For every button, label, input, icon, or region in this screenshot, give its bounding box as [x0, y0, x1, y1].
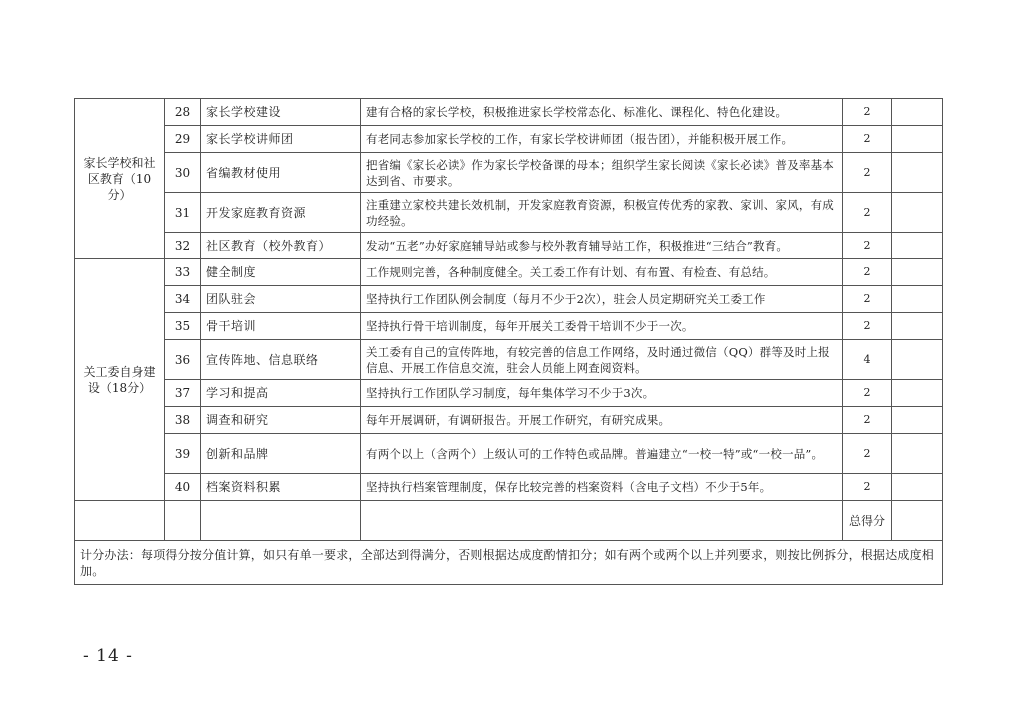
- item-name: 社区教育（校外教育）: [201, 233, 361, 259]
- item-score: 2: [843, 233, 892, 259]
- empty-cell: [201, 501, 361, 541]
- item-name: 档案资料积累: [201, 474, 361, 501]
- row-number: 33: [165, 259, 201, 286]
- item-score: 2: [843, 99, 892, 126]
- actual-score-cell: [892, 259, 943, 286]
- actual-score-cell: [892, 286, 943, 313]
- scoring-table: [74, 98, 943, 585]
- category-cell-family: 家长学校和社区教育（10分）: [75, 99, 165, 259]
- row-number: 35: [165, 313, 201, 340]
- item-score: 2: [843, 474, 892, 501]
- item-score: 2: [843, 407, 892, 434]
- item-score: 2: [843, 259, 892, 286]
- item-requirement: 建有合格的家长学校，积极推进家长学校常态化、标准化、课程化、特色化建设。: [361, 99, 843, 126]
- row-number: 34: [165, 286, 201, 313]
- row-number: 31: [165, 193, 201, 233]
- item-requirement: 工作规则完善，各种制度健全。关工委工作有计划、有布置、有检查、有总结。: [361, 259, 843, 286]
- table-row: [75, 126, 943, 153]
- row-number: 29: [165, 126, 201, 153]
- row-number: 36: [165, 340, 201, 380]
- item-score: 4: [843, 340, 892, 380]
- note-row: [75, 541, 943, 585]
- item-name: 家长学校建设: [201, 99, 361, 126]
- item-name: 骨干培训: [201, 313, 361, 340]
- row-number: 28: [165, 99, 201, 126]
- item-requirement: 坚持执行工作团队学习制度，每年集体学习不少于3次。: [361, 380, 843, 407]
- actual-score-cell: [892, 193, 943, 233]
- scoring-method-note: 计分办法：每项得分按分值计算，如只有单一要求，全部达到得满分，否则根据达成度酌情扣分；如有两个或两个以上并列要求，则按比例拆分，根据达成度相加。: [75, 541, 943, 585]
- row-number: 40: [165, 474, 201, 501]
- actual-score-cell: [892, 434, 943, 474]
- actual-score-cell: [892, 99, 943, 126]
- page-number: - 14 -: [83, 646, 133, 666]
- table-row: [75, 193, 943, 233]
- empty-cell: [75, 501, 165, 541]
- row-number: 37: [165, 380, 201, 407]
- item-name: 宣传阵地、信息联络: [201, 340, 361, 380]
- actual-score-cell: [892, 313, 943, 340]
- table-row: [75, 153, 943, 193]
- table-row: [75, 474, 943, 501]
- table-row: [75, 233, 943, 259]
- actual-score-cell: [892, 126, 943, 153]
- actual-score-cell: [892, 153, 943, 193]
- item-requirement: 坚持执行骨干培训制度，每年开展关工委骨干培训不少于一次。: [361, 313, 843, 340]
- table-row: [75, 407, 943, 434]
- table-row: [75, 380, 943, 407]
- item-score: 2: [843, 380, 892, 407]
- row-number: 39: [165, 434, 201, 474]
- item-score: 2: [843, 193, 892, 233]
- item-requirement: 每年开展调研，有调研报告。开展工作研究，有研究成果。: [361, 407, 843, 434]
- item-name: 健全制度: [201, 259, 361, 286]
- table-row: [75, 99, 943, 126]
- table-row: [75, 313, 943, 340]
- item-requirement: 注重建立家校共建长效机制，开发家庭教育资源，积极宣传优秀的家教、家训、家风，有成功经验。: [361, 193, 843, 233]
- row-number: 38: [165, 407, 201, 434]
- scoring-sheet: [74, 98, 942, 585]
- item-name: 家长学校讲师团: [201, 126, 361, 153]
- item-name: 团队驻会: [201, 286, 361, 313]
- total-score-label: 总得分: [843, 501, 892, 541]
- table-row: [75, 286, 943, 313]
- item-requirement: 有老同志参加家长学校的工作，有家长学校讲师团（报告团），并能积极开展工作。: [361, 126, 843, 153]
- item-score: 2: [843, 286, 892, 313]
- table-row: [75, 434, 943, 474]
- item-score: 2: [843, 126, 892, 153]
- empty-cell: [165, 501, 201, 541]
- row-number: 32: [165, 233, 201, 259]
- actual-score-cell: [892, 340, 943, 380]
- empty-cell: [361, 501, 843, 541]
- item-requirement: 发动“五老”办好家庭辅导站或参与校外教育辅导站工作，积极推进“三结合”教育。: [361, 233, 843, 259]
- actual-score-cell: [892, 474, 943, 501]
- row-number: 30: [165, 153, 201, 193]
- item-score: 2: [843, 153, 892, 193]
- item-name: 省编教材使用: [201, 153, 361, 193]
- total-score-cell: [892, 501, 943, 541]
- actual-score-cell: [892, 407, 943, 434]
- item-name: 开发家庭教育资源: [201, 193, 361, 233]
- table-row: [75, 259, 943, 286]
- table-row: [75, 340, 943, 380]
- item-name: 创新和品牌: [201, 434, 361, 474]
- total-row: [75, 501, 943, 541]
- item-score: 2: [843, 313, 892, 340]
- item-name: 调查和研究: [201, 407, 361, 434]
- actual-score-cell: [892, 233, 943, 259]
- actual-score-cell: [892, 380, 943, 407]
- item-name: 学习和提高: [201, 380, 361, 407]
- item-score: 2: [843, 434, 892, 474]
- item-requirement: 坚持执行档案管理制度，保存比较完善的档案资料（含电子文档）不少于5年。: [361, 474, 843, 501]
- item-requirement: 关工委有自己的宣传阵地，有较完善的信息工作网络，及时通过微信（QQ）群等及时上报信息、开展工作信息交流，驻会人员能上网查阅资料。: [361, 340, 843, 380]
- category-cell-self: 关工委自身建设（18分）: [75, 259, 165, 501]
- item-requirement: 把省编《家长必读》作为家长学校备课的母本；组织学生家长阅读《家长必读》普及率基本达到省、市要求。: [361, 153, 843, 193]
- item-requirement: 坚持执行工作团队例会制度（每月不少于2次），驻会人员定期研究关工委工作: [361, 286, 843, 313]
- item-requirement: 有两个以上（含两个）上级认可的工作特色或品牌。普遍建立“一校一特”或“一校一品”。: [361, 434, 843, 474]
